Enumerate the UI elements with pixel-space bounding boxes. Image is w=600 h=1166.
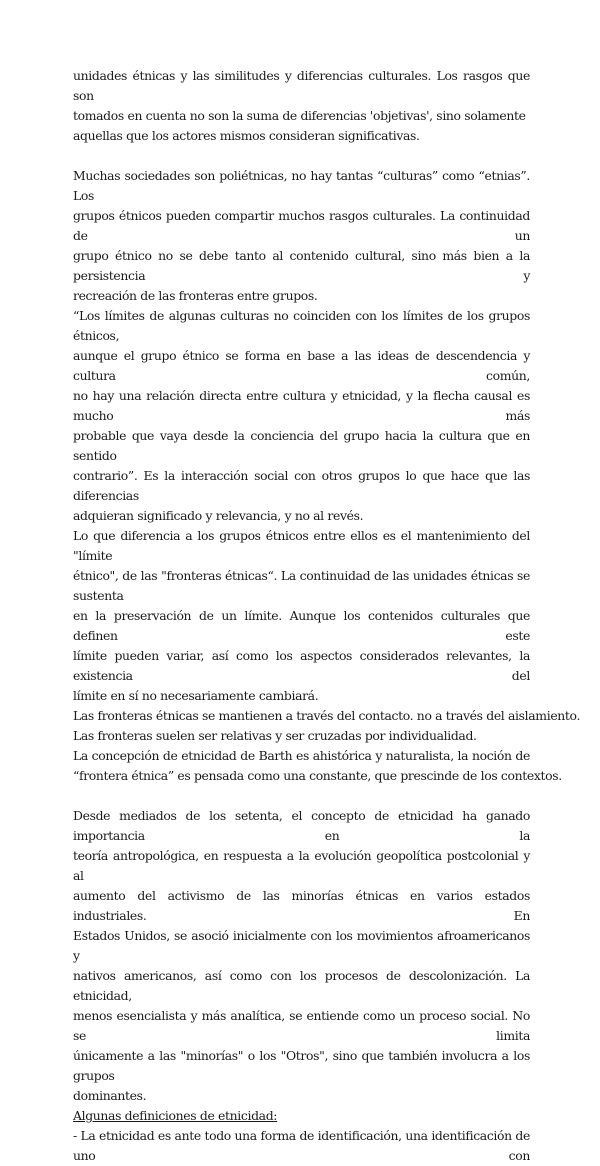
text-line: grupo étnico no se debe tanto al contenido cultural, sino más bien a la persistencia y [73,248,530,283]
text-line: Desde mediados de los setenta, el concepto de etnicidad ha ganado importancia en la [73,808,530,843]
text-line: étnico", de las "fronteras étnicas“. La continuidad de las unidades étnicas se sustenta [73,568,530,603]
paragraph-gap [73,786,530,806]
text-line: en la preservación de un límite. Aunque los contenidos culturales que definen este [73,608,530,643]
text-line: límite pueden variar, así como los aspectos considerados relevantes, la existencia del [73,648,530,683]
text-line: - La etnicidad es ante todo una forma de identificación, una identificación de uno con [73,1128,530,1163]
text-line: aquellas que los actores mismos consideran significativas. [73,128,420,143]
definitions-heading: Algunas definiciones de etnicidad: [73,1108,278,1123]
text-line: contrario”. Es la interacción social con otros grupos lo que hace que las diferencias [73,468,530,503]
paragraph-definicion [73,1126,530,1166]
text-line: Estados Unidos, se asoció inicialmente con los movimientos afroamericanos y [73,928,530,963]
paragraph-polietnicas [73,166,530,306]
paragraph-barth [73,746,562,786]
text-line: nativos americanos, así como con los procesos de descolonización. La etnicidad, [73,968,530,1003]
text-line: Las fronteras suelen ser relativas y ser cruzadas por individualidad. [73,728,477,743]
text-line: La concepción de etnicidad de Barth es ahistórica y naturalista, la noción de [73,748,530,763]
text-line: unidades étnicas y las similitudes y diferencias culturales. Los rasgos que son [73,68,530,103]
text-line: no hay una relación directa entre cultura y etnicidad, y la flecha causal es mucho más [73,388,530,423]
text-line: únicamente a las "minorías" o los "Otros", sino que también involucra a los grupos [73,1048,530,1083]
text-line: Las fronteras étnicas se mantienen a través del contacto. no a través del aislamiento. [73,708,581,723]
paragraph-setenta [73,806,530,1106]
text-line: teoría antropológica, en respuesta a la evolución geopolítica postcolonial y al [73,848,530,883]
paragraph-gap [73,146,530,166]
text-line: aumento del activismo de las minorías étnicas en varios estados industriales. En [73,888,530,923]
text-line: Muchas sociedades son poliétnicas, no hay tantas “culturas” como “etnias”. Los [73,168,530,203]
text-line: tomados en cuenta no son la suma de diferencias 'objetivas', sino solamente [73,108,526,123]
text-line: “frontera étnica” es pensada como una constante, que prescinde de los contextos. [73,768,562,783]
paragraph-quote-limites [73,306,530,526]
paragraph-relativas [73,726,530,746]
text-line: grupos étnicos pueden compartir muchos rasgos culturales. La continuidad de un [73,208,530,243]
text-line: adquieran significado y relevancia, y no al revés. [73,508,364,523]
text-line: Lo que diferencia a los grupos étnicos entre ellos es el mantenimiento del "límite [73,528,530,563]
paragraph-limite-etnico [73,526,530,706]
section-heading [73,1106,530,1126]
text-line: “Los límites de algunas culturas no coinciden con los límites de los grupos étnicos, [73,308,530,343]
text-line: probable que vaya desde la conciencia del grupo hacia la cultura que en sentido [73,428,530,463]
text-line: menos esencialista y más analítica, se entiende como un proceso social. No se limita [73,1008,530,1043]
paragraph-rasgos [73,66,530,146]
text-line: límite en sí no necesariamente cambiará. [73,688,319,703]
paragraph-contacto [73,706,581,726]
text-line: recreación de las fronteras entre grupos. [73,288,318,303]
text-line: dominantes. [73,1088,147,1103]
text-line: aunque el grupo étnico se forma en base a las ideas de descendencia y cultura común, [73,348,530,383]
